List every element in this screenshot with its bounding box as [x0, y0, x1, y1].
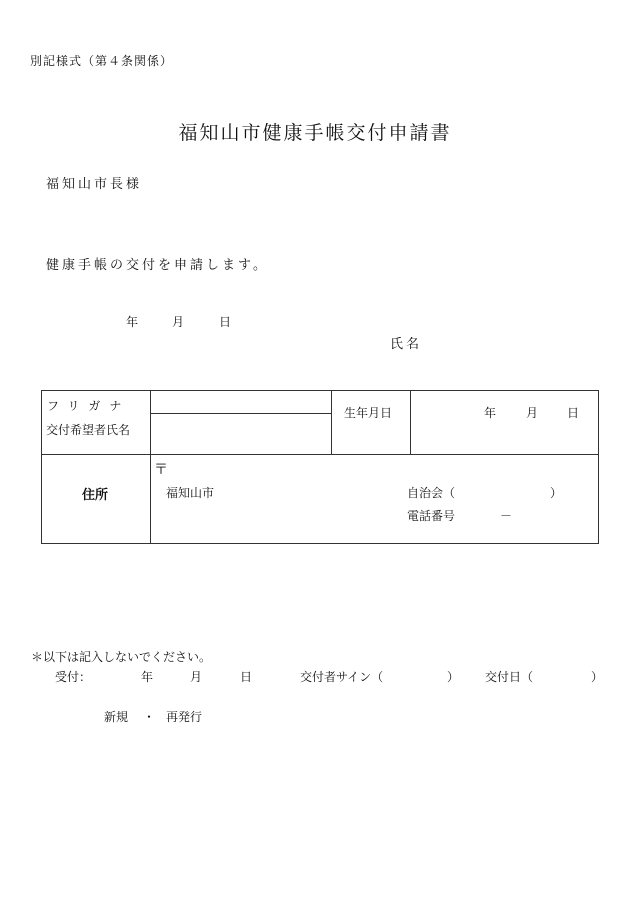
received-month-label: 月: [190, 670, 204, 684]
issue-date-close: ）: [591, 670, 605, 684]
phone-dash: －: [500, 509, 513, 523]
option-separator: ・: [143, 710, 157, 724]
divider-address-row: [42, 454, 598, 455]
postal-mark: 〒: [154, 462, 168, 478]
addressee: 福知山市長様: [46, 177, 143, 192]
birth-month-label: 月: [526, 406, 539, 420]
date-year-label: 年: [126, 315, 140, 329]
received-label: 受付：: [55, 670, 92, 684]
received-year-label: 年: [141, 670, 155, 684]
signer-label: 交付者サイン（: [300, 670, 384, 684]
recipient-name-label: 交付希望者氏名: [46, 423, 131, 437]
office-use-note: ＊以下は記入しないでください。: [31, 650, 212, 664]
address-label: 住所: [82, 488, 109, 503]
signer-close: ）: [447, 670, 461, 684]
new-issue-option: 新規: [104, 710, 129, 724]
date-month-label: 月: [172, 315, 186, 329]
application-statement: 健康手帳の交付を申請します。: [46, 258, 269, 273]
received-day-label: 日: [240, 670, 254, 684]
application-form-table: [41, 390, 599, 544]
divider-furigana: [150, 413, 331, 414]
form-style-note: 別記様式（第４条関係）: [30, 54, 174, 68]
date-day-label: 日: [219, 315, 233, 329]
furigana-field[interactable]: [152, 392, 330, 412]
divider-birth-label: [410, 391, 411, 454]
birthdate-label: 生年月日: [344, 406, 393, 420]
issue-date-label: 交付日（: [485, 670, 534, 684]
reissue-option: 再発行: [166, 710, 203, 724]
birth-year-label: 年: [484, 406, 497, 420]
applicant-name-label: 氏名: [390, 337, 423, 352]
jichikai-label: 自治会（: [407, 486, 456, 500]
phone-label: 電話番号: [407, 509, 456, 523]
recipient-name-field[interactable]: [152, 415, 330, 453]
address-city: 福知山市: [166, 486, 215, 500]
divider-name-birth: [331, 391, 332, 454]
birth-day-label: 日: [567, 406, 580, 420]
jichikai-close: ）: [550, 486, 563, 500]
furigana-label: フリガナ: [47, 399, 131, 413]
page-title: 福知山市健康手帳交付申請書: [178, 122, 452, 144]
